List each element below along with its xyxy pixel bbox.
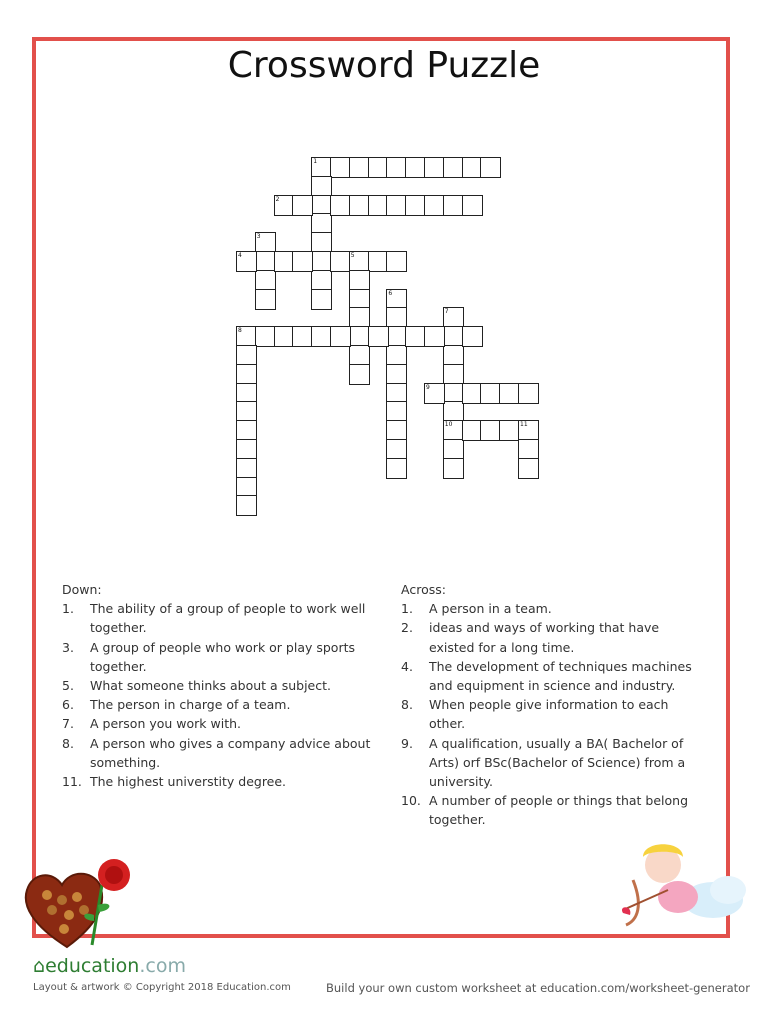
cell-number: 9 (426, 383, 430, 391)
down-clue (62, 638, 382, 676)
cell-number: 6 (388, 289, 393, 297)
cell-number: 7 (444, 308, 449, 316)
crossword-cell[interactable] (330, 326, 351, 347)
clue-text: The ability of a group of people to work well together. (90, 601, 366, 636)
clue-text: A person in a team. (429, 601, 552, 617)
down-clue (62, 734, 382, 772)
logo-icon: ⌂ (33, 955, 46, 977)
crossword-cell[interactable] (292, 195, 313, 216)
cell-number: 11 (520, 421, 528, 429)
clue-number: 7. (62, 716, 74, 732)
down-clue (62, 772, 382, 791)
across-clue (401, 599, 701, 618)
worksheet-generator-link[interactable]: Build your own custom worksheet at education.com/worksheet-generator (326, 981, 750, 995)
cell-number: 5 (350, 252, 355, 259)
crossword-cell[interactable] (424, 383, 445, 404)
clue-number: 4. (401, 658, 413, 674)
down-heading: Down: (62, 582, 102, 597)
crossword-cell[interactable] (386, 458, 407, 479)
clue-text: ideas and ways of working that have existed for a long time. (429, 620, 660, 655)
across-clue (401, 734, 701, 792)
crossword-cell[interactable] (255, 289, 276, 310)
clue-number: 2. (401, 620, 413, 636)
clue-text: The development of techniques machines and equipment in science and industry. (429, 658, 692, 694)
clue-text: A qualification, usually a BA( Bachelor of Arts) orf BSc(Bachelor of Science) from a university. (429, 735, 686, 790)
across-clue (401, 618, 701, 656)
clue-number: 9. (401, 735, 413, 751)
clue-number: 10. (401, 793, 421, 809)
crossword-cell[interactable] (443, 458, 464, 479)
cell-number: 8 (238, 327, 242, 335)
clue-text: A group of people who work or play sports together. (90, 639, 356, 674)
crossword-cell[interactable] (292, 251, 313, 272)
clue-text: What someone thinks about a subject. (90, 678, 331, 694)
crossword-cell[interactable] (462, 326, 483, 347)
page-title: Crossword Puzzle (227, 45, 541, 86)
crossword-cell[interactable] (386, 251, 407, 272)
chocolate-heart-rose-illustration (22, 855, 142, 950)
cell-number: 2 (275, 195, 280, 203)
crossword-cell[interactable] (518, 458, 539, 479)
education-logo[interactable] (33, 955, 186, 977)
clue-text: The person in charge of a team. (90, 697, 291, 713)
across-clue (401, 695, 701, 733)
crossword-cell[interactable] (349, 364, 370, 385)
crossword-cell[interactable] (462, 195, 483, 216)
clue-number: 1. (62, 601, 74, 617)
across-clue (401, 791, 701, 829)
cell-number: 10 (444, 421, 453, 429)
cupid-illustration (618, 835, 748, 935)
crossword-cell[interactable] (236, 495, 257, 516)
clue-number: 3. (62, 639, 74, 655)
copyright-text: Layout & artwork © Copyright 2018 Education.com (33, 982, 291, 993)
crossword-cell[interactable] (368, 326, 389, 347)
clue-number: 1. (401, 601, 413, 617)
across-clues (401, 580, 701, 830)
crossword-cell[interactable] (311, 289, 332, 310)
logo-suffix: .com (139, 955, 186, 977)
clue-number: 11. (62, 774, 82, 790)
down-clues (62, 580, 382, 791)
across-heading: Across: (401, 582, 446, 597)
cell-number: 4 (238, 252, 242, 259)
cell-number: 1 (313, 158, 318, 165)
clue-number: 8. (401, 697, 413, 713)
down-clue (62, 714, 382, 733)
clue-number: 5. (62, 678, 74, 694)
crossword-cell[interactable] (480, 157, 501, 178)
crossword-cell[interactable] (236, 251, 257, 272)
crossword-cell[interactable] (424, 326, 445, 347)
clue-number: 8. (62, 735, 74, 751)
clue-text: The highest universtity degree. (90, 774, 287, 790)
across-clue (401, 657, 701, 695)
clue-text: When people give information to each other. (429, 697, 669, 732)
cell-number: 3 (256, 233, 261, 241)
crossword-cell[interactable] (518, 383, 539, 404)
down-clue (62, 695, 382, 714)
clue-text: A person you work with. (90, 716, 242, 732)
down-clue (62, 599, 382, 637)
clue-text: A number of people or things that belong together. (429, 793, 689, 828)
down-clue (62, 676, 382, 695)
logo-text: education (45, 955, 140, 977)
clue-number: 6. (62, 697, 74, 713)
clue-text: A person who gives a company advice about something. (90, 735, 371, 770)
